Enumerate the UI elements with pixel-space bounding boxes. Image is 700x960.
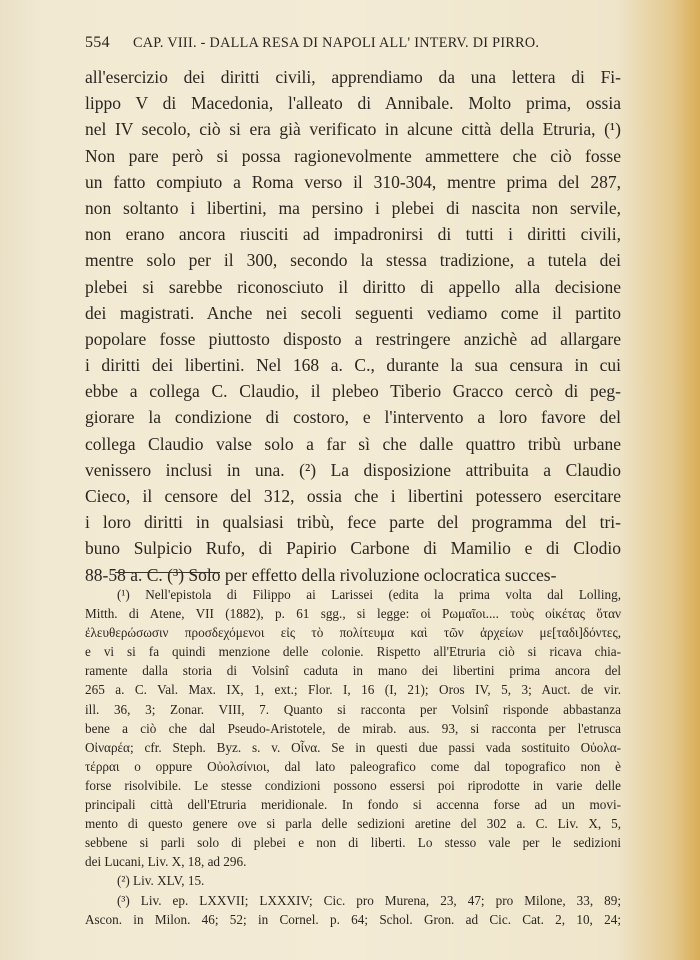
text-line: non soltanto i libertini, ma persino i plebei di nascita non servile, [85,197,621,218]
footnote-line: Οἰναρέα; cfr. Steph. Byz. s. v. Οἶνα. Se in questi due passi vada sostituito Οὐολα- [85,739,621,755]
footnotes [85,585,621,929]
page-number: 554 [85,34,110,51]
footnote-line: Ascon. in Milon. 46; 52; in Cornel. p. 64; Schol. Gron. ad Cic. Cat. 2, 10, 24; [85,911,621,927]
footnote-line: mento di questo genere ove si parla delle sedizioni aretine del 302 a. C. Liv. X, 5, [85,816,621,832]
text-line: Non pare però si possa ragionevolmente ammettere che ciò fosse [85,145,621,166]
text-line: popolare fosse piuttosto disposto a restringere anzichè ad allargare [85,328,621,349]
footnote-line: ramente dalla storia di Volsinî caduta in mano dei libertini prima ancora del [85,663,621,679]
text-line: collega Claudio valse solo a far sì che dalle quattro tribù urbane [85,433,621,454]
text-line: plebei si sarebbe riconosciuto il diritto di appello alla decisione [85,276,621,297]
footnote-line: τέρραι o oppure Οὐολσίνιοι, dal lato paleografico come dal topografico non è [85,758,621,774]
footnote-line: ill. 36, 3; Zonar. VIII, 7. Quanto si racconta per Volsinî risponde abbastanza [85,701,621,717]
text-line: i loro diritti in qualsiasi tribù, fece parte del programma del tri- [85,512,621,533]
text-line: venissero inclusi in una. (²) La disposizione attribuita a Claudio [85,459,621,480]
footnote-line: sebbene si parli solo di plebei e non di liberti. Lo stesso vale per le sedizioni [85,835,621,851]
footnote-line: forse risolvibile. Le stesse condizioni possono essersi poi riprodotte in varie delle [85,777,621,793]
footnote-divider [115,572,220,573]
text-line: nel IV secolo, ciò si era già verificato in alcune città della Etruria, (¹) [85,119,621,140]
text-line: buno Sulpicio Rufo, di Papirio Carbone di Mamilio e di Clodio [85,538,621,559]
footnote-line: e vi si fa quindi menzione delle colonie. Rispetto all'Etruria ciò si ricava chia- [85,644,621,660]
footnote-line: ἐλευθερώσωσιν προσδεχόμενοι εἰς τὸ πολίτευμα καὶ τῶν ἀρχείων με[ταδι]δόντες, [85,625,621,641]
running-header [85,34,621,52]
text-line: ebbe a collega C. Claudio, il plebeo Tiberio Gracco cercò di peg- [85,381,621,402]
running-title: CAP. VIII. - DALLA RESA DI NAPOLI ALL' INTERV. DI PIRRO. [133,35,540,51]
footnote-line: (¹) Nell'epistola di Filippo ai Larissei (edita la prima volta dal Lolling, [117,587,621,602]
footnote-line: bene a ciò che dal Pseudo-Aristotele, de mirab. aus. 93, si racconta per l'etrusca [85,720,621,736]
text-line: non erano ancora riusciti ad impadronirsi di tutti i diritti civili, [85,224,621,245]
text-line: lippo V di Macedonia, l'alleato di Annibale. Molto prima, ossia [85,93,621,114]
footnote-line: principali città dell'Etruria meridionale. In fondo si accenna forse ad un movi- [85,797,621,813]
text-line: mentre solo per il 300, secondo la stessa tradizione, a tutela dei [85,250,621,271]
footnote-line: 265 a. C. Val. Max. IX, 1, ext.; Flor. I, 16 (I, 21); Oros IV, 5, 3; Auct. de vir. [85,682,621,698]
footnote-line: Mitth. di Atene, VII (1882), p. 61 sgg., si legge: οἱ Ρωμαῖοι.... τοὺς οἰκέτας ὅταν [85,606,621,622]
footnote-line: dei Lucani, Liv. X, 18, ad 296. [85,854,247,870]
text-line: un fatto compiuto a Roma verso il 310-304, mentre prima del 287, [85,171,621,192]
footnote-line: (²) Liv. XLV, 15. [117,873,205,889]
text-line: giorare la condizione di costoro, e l'intervento a loro favore del [85,407,621,428]
footnote-line: (³) Liv. ep. LXXVII; LXXXIV; Cic. pro Murena, 23, 47; pro Milone, 33, 89; [117,892,621,908]
text-line: dei magistrati. Anche nei secoli seguenti vediamo come il partito [85,302,621,323]
text-line: 88-58 a. C. (³) Solo per effetto della rivoluzione oclocratica succes- [85,564,557,585]
main-text [85,64,621,588]
text-line: Cieco, il censore del 312, ossia che i libertini potessero esercitare [85,486,621,506]
text-line: all'esercizio dei diritti civili, apprendiamo da una lettera di Fi- [85,67,621,87]
text-line: i diritti dei libertini. Nel 168 a. C., durante la sua censura in cui [85,355,621,376]
